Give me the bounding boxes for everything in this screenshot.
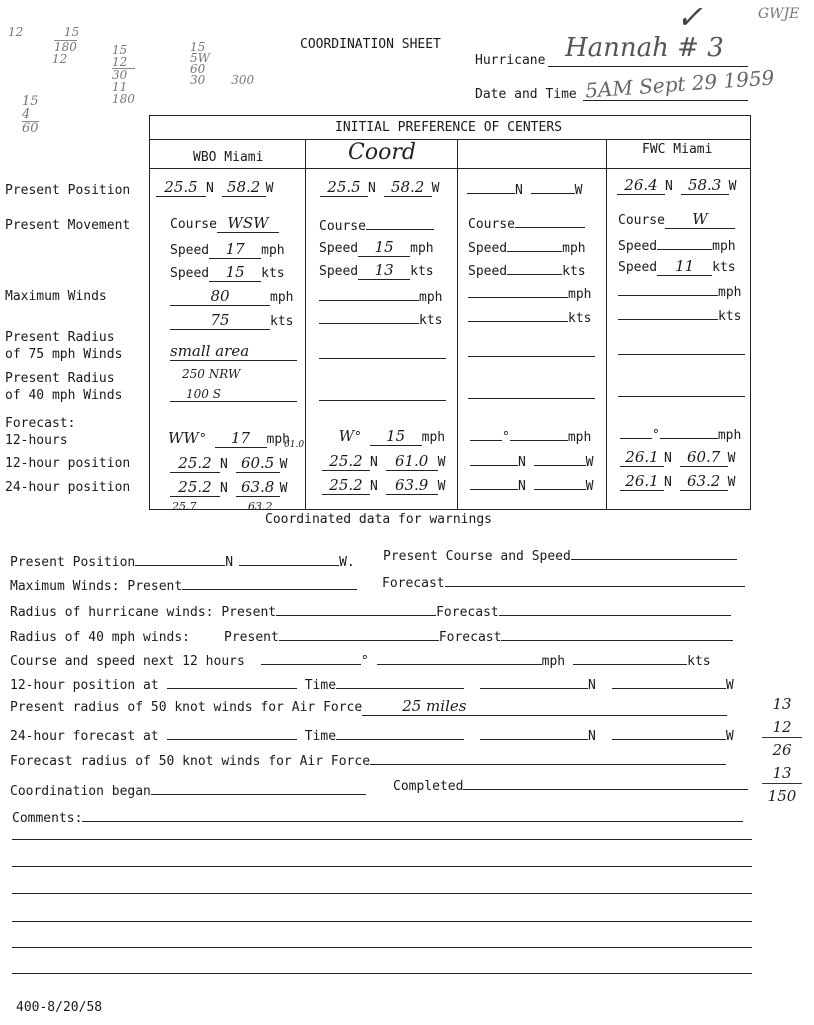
unit-kts: kts: [419, 313, 443, 328]
fwc-12h-position: [620, 448, 735, 467]
unit-n: N: [220, 457, 228, 472]
calc-text: 180: [54, 40, 77, 54]
wbo-forecast: [168, 429, 290, 448]
wbo-speed-mph-value[interactable]: 17: [209, 240, 261, 259]
warn-pos12-at[interactable]: [167, 673, 297, 689]
fwc-present-position: [617, 176, 736, 195]
speed-label: Speed: [618, 239, 658, 254]
speed-label: Speed: [170, 266, 210, 281]
warn-radius-hurr-forecast[interactable]: [499, 600, 731, 616]
field-label: 12-hour position at: [10, 678, 159, 693]
unit-mph: mph: [718, 285, 742, 300]
hurricane-value[interactable]: Hannah # 3: [565, 33, 724, 63]
col3-speed-kts-value[interactable]: [507, 259, 562, 275]
calc-text: 12: [762, 717, 802, 738]
unit-w: W: [728, 179, 737, 194]
speed-label: Speed: [618, 260, 658, 275]
warn-speed-kts-12h[interactable]: [573, 649, 687, 665]
field-label: Present Course and Speed: [383, 549, 571, 564]
col3-fc-speed[interactable]: [510, 425, 568, 441]
comments-line-1[interactable]: [82, 806, 743, 822]
col3-max-kts: [468, 306, 591, 326]
wbo-pos-n[interactable]: 25.5: [156, 178, 206, 197]
col3-speed-mph: [468, 236, 586, 256]
wbo-max-mph-value[interactable]: 80: [170, 287, 270, 306]
fwc-pos-n[interactable]: 26.4: [617, 176, 665, 195]
field-label: Radius of 40 mph winds:: [10, 630, 191, 645]
warn-fc24-n[interactable]: [480, 724, 588, 740]
field-label: 24-hour forecast at: [10, 729, 159, 744]
col3-forecast: [470, 425, 591, 445]
corner-initials: GWJE: [758, 6, 800, 22]
calc-text: 150: [767, 787, 797, 805]
col3-max-mph: [468, 282, 591, 302]
unit-w: W: [265, 181, 274, 196]
radius-40-row: [10, 625, 733, 645]
fwc-max-mph: [618, 280, 741, 300]
margin-calc-2: [112, 44, 135, 105]
calc-text: 12: [8, 25, 24, 39]
unit-kts: kts: [718, 309, 742, 324]
wbo-pos24-w[interactable]: 63.8: [236, 478, 280, 497]
wbo-extra-note: 61.0: [284, 440, 305, 450]
wbo-fc-speed[interactable]: 17: [215, 429, 267, 448]
field-label: Maximum Winds: Present: [10, 579, 183, 594]
col3-pos24-w[interactable]: [534, 474, 586, 490]
warn-radius50-present[interactable]: 25 miles: [362, 697, 727, 716]
field-label: Forecast radius of 50 knot winds for Air Force: [10, 754, 371, 769]
unit-w: W: [585, 479, 594, 494]
wbo-pos12-w[interactable]: 60.5: [236, 454, 280, 473]
max-winds-row: [10, 574, 357, 594]
unit-n: N: [518, 455, 526, 470]
unit-mph: mph: [419, 290, 443, 305]
unit-kts: kts: [712, 260, 736, 275]
col3-speed-kts: [468, 259, 586, 279]
margin-calc-1: [8, 25, 80, 66]
unit-mph: mph: [261, 243, 285, 258]
margin-calc-3: [190, 42, 254, 86]
wbo-24h-position: [170, 478, 287, 497]
fwc-speed-kts-value[interactable]: 11: [657, 257, 712, 276]
row-present-movement: Present Movement: [5, 218, 131, 233]
unit-n: N: [588, 729, 596, 744]
wbo-speed-kts: [170, 263, 285, 282]
warn-pos12-time[interactable]: [336, 673, 464, 689]
calc-text: 60: [22, 121, 39, 136]
coord-forecast: [322, 427, 445, 446]
coord-course-value[interactable]: [366, 214, 434, 230]
warn-pos-n[interactable]: [135, 550, 225, 566]
col3-pos-w[interactable]: [531, 178, 575, 194]
row-12-hour-position: 12-hour position: [5, 456, 131, 471]
coord-course: [319, 214, 434, 234]
col3-course-value[interactable]: [515, 212, 585, 228]
warn-course-12h[interactable]: [261, 649, 361, 665]
wbo-speed-mph: [170, 240, 285, 259]
unit-w: W: [725, 678, 734, 693]
unit-deg: °: [360, 654, 369, 669]
comments-line-2[interactable]: [12, 839, 752, 840]
unit-w: W: [437, 479, 446, 494]
field-label: Present Position: [10, 555, 136, 570]
col3-radius-75-line: [468, 356, 595, 357]
right-margin-calc: [762, 692, 802, 809]
forecast24-row: [10, 724, 734, 744]
col3-max-kts-value[interactable]: [468, 306, 568, 322]
column-divider-2: [457, 139, 458, 509]
unit-deg: °: [502, 430, 510, 445]
fwc-pos-w[interactable]: 58.3: [681, 176, 729, 195]
col3-present-position: [467, 178, 582, 198]
col3-pos-n[interactable]: [467, 178, 515, 194]
calc-text: 5W: [190, 51, 210, 65]
coord-pos-n[interactable]: 25.5: [320, 178, 368, 197]
wbo-strike-note-1: 25.7: [172, 500, 197, 513]
unit-n: N: [588, 678, 596, 693]
field-label: Course and speed next 12 hours: [10, 654, 245, 669]
unit-mph: mph: [717, 428, 742, 443]
unit-w: W: [279, 481, 288, 496]
wbo-pos12-n[interactable]: 25.2: [170, 454, 220, 473]
check-mark: ✓: [676, 0, 703, 36]
unit-n: N: [515, 183, 523, 198]
unit-kts: kts: [270, 314, 294, 329]
wbo-speed-kts-value[interactable]: 15: [209, 263, 261, 282]
row-forecast-line2: 12-hours: [5, 433, 68, 448]
field-label: Present: [224, 630, 279, 645]
margin-calc-4: [22, 95, 39, 135]
wbo-radius-40: [170, 387, 297, 402]
field-label: Time: [304, 729, 337, 744]
course-label: Course: [319, 219, 366, 234]
coord-12h-position: [322, 452, 445, 471]
date-value[interactable]: 5AM Sept 29 1959: [584, 65, 776, 103]
field-label: Forecast: [382, 576, 445, 591]
fwc-max-kts-value[interactable]: [618, 304, 718, 320]
speed-label: Speed: [319, 264, 359, 279]
unit-w: W: [727, 451, 736, 466]
warn-speed-mph-12h[interactable]: [377, 649, 542, 665]
column-fwc-miami: FWC Miami: [642, 142, 713, 157]
unit-kts: kts: [568, 311, 592, 326]
warn-pos12-w[interactable]: [612, 673, 726, 689]
coord-pos24-n[interactable]: 25.2: [322, 476, 370, 495]
coord-max-mph-value[interactable]: [319, 285, 419, 301]
calc-text: 15: [64, 25, 80, 39]
field-label: Forecast: [436, 605, 499, 620]
fwc-pos24-w[interactable]: 63.2: [680, 472, 728, 491]
wbo-course-value[interactable]: WSW: [217, 214, 279, 233]
unit-w: W: [279, 457, 288, 472]
wbo-max-mph: [170, 287, 293, 306]
wbo-strike-note-2: 63.2: [248, 500, 273, 513]
comments-line-5[interactable]: [12, 921, 752, 922]
unit-w: W: [574, 183, 583, 198]
coord-speed-kts-value[interactable]: 13: [358, 261, 410, 280]
course-label: Course: [468, 217, 515, 232]
calc-text: 30: [112, 68, 135, 81]
wbo-pos24-n[interactable]: 25.2: [170, 478, 220, 497]
col3-24h-position: [470, 474, 593, 494]
fwc-radius-40-line: [618, 396, 745, 397]
col3-radius-40-line: [468, 398, 595, 399]
warn-pos12-n[interactable]: [480, 673, 588, 689]
wbo-present-position: [156, 178, 273, 197]
fwc-max-mph-value[interactable]: [618, 280, 718, 296]
unit-mph: mph: [562, 241, 586, 256]
col3-fc-course[interactable]: [470, 425, 502, 441]
unit-kts: kts: [261, 266, 285, 281]
wbo-radius-40-b[interactable]: 100 S: [170, 387, 297, 402]
col3-pos24-n[interactable]: [470, 474, 518, 490]
row-forecast-line1: Forecast:: [5, 416, 76, 431]
unit-kts: kts: [410, 264, 434, 279]
calc-text: 11: [112, 80, 128, 94]
coord-speed-mph: [319, 238, 434, 257]
field-label: Forecast: [438, 630, 502, 645]
unit-mph: mph: [568, 287, 592, 302]
unit-n: N: [665, 179, 673, 194]
coord-speed-kts: [319, 261, 434, 280]
row-radius-40-line2: of 40 mph Winds: [5, 388, 123, 403]
fwc-max-kts: [618, 304, 741, 324]
column-wbo-miami: WBO Miami: [193, 150, 264, 165]
unit-kts: kts: [562, 264, 586, 279]
course-speed-12h-row: [10, 649, 711, 669]
calc-text: 60: [190, 62, 206, 76]
warn-radius50-forecast[interactable]: [370, 749, 726, 765]
calc-text: 13: [762, 763, 802, 784]
coordinated-heading: Coordinated data for warnings: [265, 512, 492, 527]
unit-deg: °: [354, 430, 362, 445]
unit-w: W: [727, 475, 736, 490]
unit-n: N: [370, 455, 378, 470]
row-radius-75-line1: Present Radius: [5, 330, 115, 345]
unit-n: N: [518, 479, 526, 494]
fwc-fc-course[interactable]: [620, 423, 652, 439]
unit-n: N: [220, 481, 228, 496]
wbo-course: [170, 214, 279, 233]
unit-n: N: [368, 181, 376, 196]
warn-fc24-w[interactable]: [612, 724, 726, 740]
fwc-speed-kts: [618, 257, 736, 276]
unit-n: N: [370, 479, 378, 494]
unit-n: N: [664, 451, 672, 466]
coordination-began-row: [10, 779, 366, 799]
fwc-forecast: [620, 423, 741, 443]
hurricane-line: [548, 66, 748, 67]
coord-24h-position: [322, 476, 445, 495]
unit-mph: mph: [712, 239, 736, 254]
row-radius-40-line1: Present Radius: [5, 371, 115, 386]
row-present-position: Present Position: [5, 183, 131, 198]
date-label: Date and Time: [475, 87, 577, 102]
col3-speed-mph-value[interactable]: [507, 236, 562, 252]
calc-text: 15: [190, 40, 206, 54]
unit-w: W: [585, 455, 594, 470]
warn-radius-hurr-present[interactable]: [276, 600, 436, 616]
fwc-pos12-w[interactable]: 60.7: [680, 448, 728, 467]
fwc-speed-mph: [618, 234, 736, 254]
fwc-speed-mph-value[interactable]: [657, 234, 712, 250]
calc-text: 180: [112, 92, 135, 106]
warn-max-winds-present[interactable]: [182, 574, 357, 590]
unit-w: W: [431, 181, 440, 196]
comments-line-3[interactable]: [12, 866, 752, 867]
field-label: Radius of hurricane winds: Present: [10, 605, 277, 620]
warn-radius-40-forecast[interactable]: [501, 625, 733, 641]
calc-text: 12: [112, 55, 128, 69]
unit-n: N: [206, 181, 214, 196]
comments-line-7[interactable]: [12, 973, 752, 974]
radius-hurricane-row: [10, 600, 731, 620]
col3-pos12-n[interactable]: [470, 450, 518, 466]
row-maximum-winds: Maximum Winds: [5, 289, 107, 304]
table-heading: INITIAL PREFERENCE OF CENTERS: [335, 120, 562, 135]
col3-12h-position: [470, 450, 593, 470]
warn-pos-w[interactable]: [239, 550, 339, 566]
coord-fc-course[interactable]: W: [338, 427, 354, 445]
calc-text: 30 300: [190, 73, 255, 87]
pos12-row: [10, 673, 734, 693]
course-label: Course: [618, 213, 665, 228]
unit-mph: mph: [266, 432, 290, 447]
radius50-present-row: [10, 697, 727, 716]
warn-max-winds-forecast[interactable]: [445, 571, 745, 587]
coord-speed-mph-value[interactable]: 15: [358, 238, 410, 257]
warn-course-speed[interactable]: [571, 544, 737, 560]
unit-w: W.: [339, 555, 355, 570]
calc-text: 12: [52, 52, 68, 66]
coord-present-position: [320, 178, 439, 197]
present-course-speed-row: [383, 544, 737, 564]
unit-kts: kts: [687, 654, 711, 669]
field-label: Coordination began: [10, 784, 151, 799]
fwc-24h-position: [620, 472, 735, 491]
unit-mph: mph: [410, 241, 434, 256]
completed-row: [393, 774, 748, 794]
column-divider-3: [606, 139, 607, 509]
fwc-fc-speed[interactable]: [660, 423, 718, 439]
column-coord: Coord: [348, 140, 416, 165]
comments-line-6[interactable]: [12, 947, 752, 948]
coord-fc-speed[interactable]: 15: [370, 427, 422, 446]
calc-text: 13: [772, 695, 792, 713]
wbo-radius-75: [170, 342, 297, 361]
warn-radius-40-present[interactable]: [279, 625, 439, 641]
coord-radius-75-line: [319, 358, 446, 359]
unit-mph: mph: [541, 654, 566, 669]
form-title: COORDINATION SHEET: [300, 37, 441, 52]
form-number: 400-8/20/58: [16, 1000, 103, 1015]
coord-pos-w[interactable]: 58.2: [384, 178, 432, 197]
wbo-max-kts: [170, 311, 293, 330]
col3-pos12-w[interactable]: [534, 450, 586, 466]
coord-pos12-w[interactable]: 61.0: [386, 452, 438, 471]
coord-max-kts: [319, 308, 442, 328]
wbo-fc-course[interactable]: WW: [168, 429, 199, 447]
fwc-pos12-n[interactable]: 26.1: [620, 448, 664, 467]
warn-completed[interactable]: [463, 774, 748, 790]
col3-max-mph-value[interactable]: [468, 282, 568, 298]
coord-present-position-row: [10, 550, 355, 570]
coord-pos24-w[interactable]: 63.9: [386, 476, 438, 495]
unit-mph: mph: [270, 290, 294, 305]
fwc-course-value[interactable]: W: [665, 210, 735, 229]
row-24-hour-position: 24-hour position: [5, 480, 131, 495]
calc-text: 15: [22, 94, 39, 109]
speed-label: Speed: [319, 241, 359, 256]
unit-n: N: [664, 475, 672, 490]
unit-w: W: [725, 729, 734, 744]
comments-line-4[interactable]: [12, 893, 752, 894]
column-divider-1: [305, 139, 306, 509]
field-label: Time: [304, 678, 337, 693]
unit-w: W: [437, 455, 446, 470]
warn-fc24-time[interactable]: [336, 724, 464, 740]
calc-text: 4: [22, 108, 39, 122]
unit-mph: mph: [421, 430, 446, 445]
unit-deg: °: [198, 432, 207, 447]
speed-label: Speed: [468, 241, 508, 256]
warn-coordination-began[interactable]: [151, 779, 366, 795]
unit-mph: mph: [567, 430, 592, 445]
field-label: Comments:: [12, 811, 83, 826]
max-winds-forecast: [382, 571, 745, 591]
comments-row: [12, 806, 743, 826]
unit-n: N: [225, 555, 234, 570]
row-radius-75-line2: of 75 mph Winds: [5, 347, 123, 362]
fwc-radius-75-line: [618, 354, 745, 355]
wbo-max-kts-value[interactable]: 75: [170, 311, 270, 330]
wbo-radius-75-value[interactable]: small area: [170, 342, 297, 361]
table-heading-divider: [149, 139, 751, 140]
fwc-course: [618, 210, 735, 229]
field-label: Completed: [393, 779, 464, 794]
warn-fc24-at[interactable]: [167, 724, 297, 740]
coord-pos12-n[interactable]: 25.2: [322, 452, 370, 471]
calc-text: 15: [112, 43, 128, 57]
coord-max-kts-value[interactable]: [319, 308, 419, 324]
calc-text: 26: [772, 741, 792, 759]
hurricane-label: Hurricane: [475, 53, 546, 68]
unit-deg: °: [652, 428, 660, 443]
wbo-radius-40-a[interactable]: 250 NRW: [182, 367, 241, 381]
radius50-forecast-row: [10, 749, 726, 769]
coord-max-mph: [319, 285, 442, 305]
table-column-header-divider: [149, 168, 751, 169]
speed-label: Speed: [468, 264, 508, 279]
fwc-pos24-n[interactable]: 26.1: [620, 472, 664, 491]
course-label: Course: [170, 217, 217, 232]
wbo-12h-position: [170, 454, 287, 473]
col3-course: [468, 212, 585, 232]
coord-radius-40-line: [319, 400, 446, 401]
wbo-pos-w[interactable]: 58.2: [222, 178, 266, 197]
field-label: Present radius of 50 knot winds for Air Force: [10, 700, 363, 715]
speed-label: Speed: [170, 243, 210, 258]
